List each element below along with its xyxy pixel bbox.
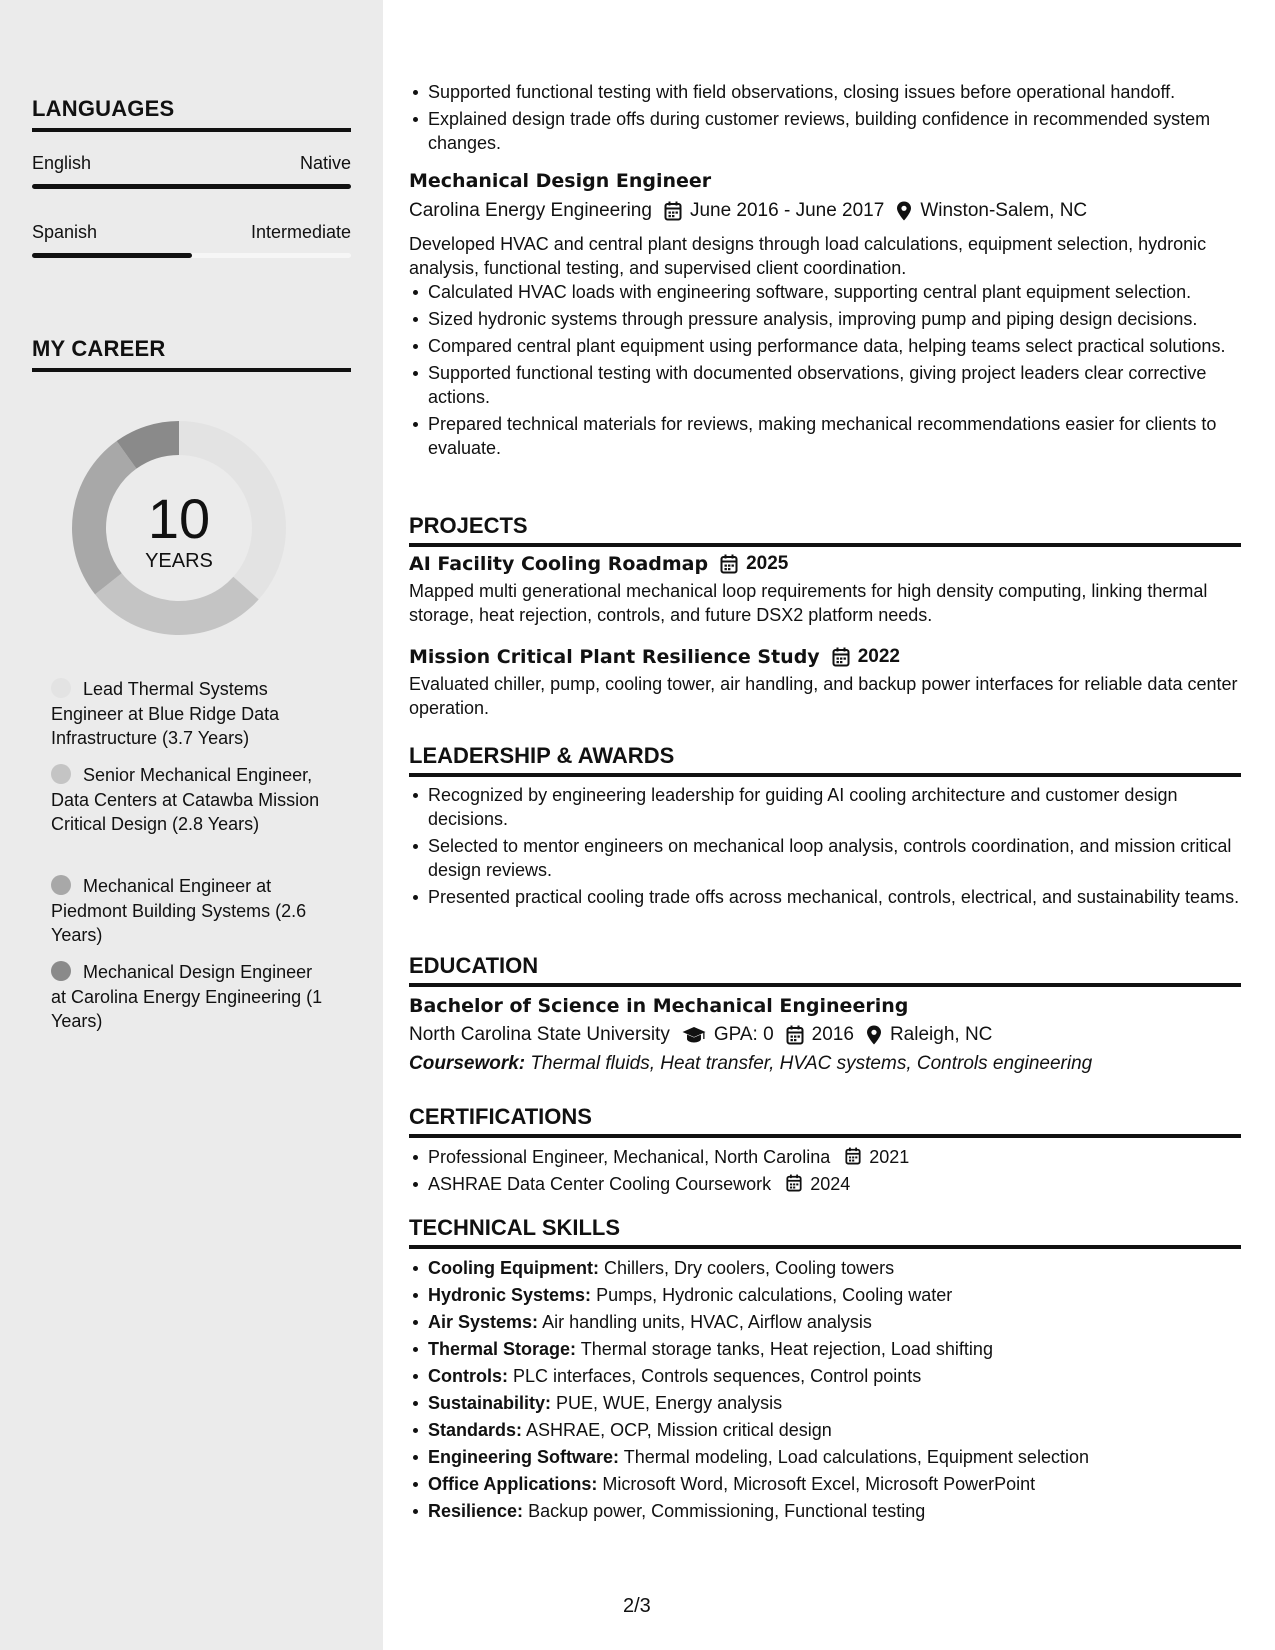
skill-label: Hydronic Systems: — [428, 1285, 592, 1305]
skill-label: Thermal Storage: — [428, 1339, 577, 1359]
degree: Bachelor of Science in Mechanical Engineering — [409, 995, 909, 1017]
bullet-item: Sized hydronic systems through pressure analysis, improving pump and piping design decisions. — [409, 307, 1241, 331]
project-header — [409, 553, 1241, 575]
career-legend-item — [51, 677, 331, 751]
education-heading: EDUCATION — [409, 953, 1241, 987]
job-bullets — [409, 280, 1241, 460]
career-donut-segment — [95, 573, 259, 635]
career-total-unit: YEARS — [145, 550, 213, 572]
calendar-icon — [786, 1174, 802, 1192]
career-legend-item — [51, 960, 331, 1034]
bullet-item: Prepared technical materials for reviews, making mechanical recommendations easier for clients to evaluate. — [409, 412, 1241, 460]
bullet-item: Supported functional testing with field observations, closing issues before operational handoff. — [409, 80, 1241, 104]
career-legend-label: Senior Mechanical Engineer, Data Centers at Catawba Mission Critical Design (2.8 Years) — [51, 765, 320, 834]
legend-dot — [51, 875, 71, 895]
skill-value: Pumps, Hydronic calculations, Cooling water — [596, 1285, 953, 1305]
career-total-number: 10 — [147, 487, 211, 550]
skill-item — [409, 1418, 1241, 1442]
project-year: 2025 — [746, 553, 789, 574]
language-row-english — [32, 153, 351, 174]
bullet-item: Presented practical cooling trade offs across mechanical, controls, electrical, and sustainability teams. — [409, 885, 1241, 909]
skill-label: Controls: — [428, 1366, 508, 1386]
skill-value: Microsoft Word, Microsoft Excel, Microsoft PowerPoint — [602, 1474, 1036, 1494]
certification-item — [409, 1172, 1241, 1196]
skill-label: Cooling Equipment: — [428, 1258, 599, 1278]
bullet-item: Recognized by engineering leadership for guiding AI cooling architecture and customer design decisions. — [409, 783, 1241, 831]
skills-list — [409, 1256, 1241, 1523]
skill-item — [409, 1445, 1241, 1469]
legend-dot — [51, 678, 71, 698]
skill-item — [409, 1391, 1241, 1415]
skill-item — [409, 1337, 1241, 1361]
main-content — [383, 0, 1275, 1650]
job-title: Mechanical Design Engineer — [409, 170, 712, 192]
job-company: Carolina Energy Engineering — [409, 200, 652, 221]
project-header — [409, 646, 1241, 668]
career-donut-segment — [72, 441, 136, 594]
legend-dot — [51, 961, 71, 981]
bullet-item: Compared central plant equipment using performance data, helping teams select practical solutions. — [409, 334, 1241, 358]
language-level: Native — [299, 153, 351, 173]
leadership-bullets — [409, 783, 1241, 909]
calendar-icon — [786, 1025, 804, 1045]
skill-value: Backup power, Commissioning, Functional testing — [528, 1501, 926, 1521]
language-level: Intermediate — [250, 222, 351, 242]
certifications-heading: CERTIFICATIONS — [409, 1104, 1241, 1138]
project-title: AI Facility Cooling Roadmap — [409, 553, 709, 575]
skill-label: Sustainability: — [428, 1393, 552, 1413]
career-legend-label: Lead Thermal Systems Engineer at Blue Ridge Data Infrastructure (3.7 Years) — [51, 679, 280, 748]
skill-item — [409, 1472, 1241, 1496]
language-name: Spanish — [32, 222, 98, 242]
coursework-label: Coursework: — [409, 1053, 526, 1074]
job-dates: June 2016 - June 2017 — [689, 200, 885, 221]
skill-value: Chillers, Dry coolers, Cooling towers — [604, 1258, 895, 1278]
skill-value: PLC interfaces, Controls sequences, Control points — [513, 1366, 922, 1386]
certification-year: 2024 — [810, 1174, 851, 1194]
projects-heading: PROJECTS — [409, 513, 1241, 547]
job-meta — [409, 200, 1241, 222]
skill-value: Thermal modeling, Load calculations, Equipment selection — [623, 1447, 1089, 1467]
page-number: 2/3 — [623, 1595, 651, 1617]
location-pin-icon — [896, 201, 912, 221]
location-pin-icon — [866, 1025, 882, 1045]
skill-value: Air handling units, HVAC, Airflow analysis — [542, 1312, 872, 1332]
career-legend-item — [51, 874, 331, 948]
skill-item — [409, 1256, 1241, 1280]
project-year: 2022 — [857, 646, 900, 667]
skill-item — [409, 1283, 1241, 1307]
skill-value: Thermal storage tanks, Heat rejection, Load shifting — [580, 1339, 993, 1359]
skill-label: Office Applications: — [428, 1474, 598, 1494]
project-title: Mission Critical Plant Resilience Study — [409, 646, 820, 668]
bullet-item: Supported functional testing with documented observations, giving project leaders clear corrective actions. — [409, 361, 1241, 409]
skill-label: Resilience: — [428, 1501, 524, 1521]
languages-heading: LANGUAGES — [32, 96, 351, 132]
education-location: Raleigh, NC — [889, 1024, 993, 1045]
experience-continued-bullets — [409, 80, 1241, 155]
certification-item — [409, 1145, 1241, 1169]
certifications-list — [409, 1145, 1241, 1196]
language-name: English — [32, 153, 92, 173]
career-legend-label: Mechanical Design Engineer at Carolina Energy Engineering (1 Years) — [51, 962, 323, 1031]
coursework — [409, 1053, 1241, 1075]
language-row-spanish — [32, 222, 351, 243]
project-entry — [409, 553, 1241, 627]
skill-label: Air Systems: — [428, 1312, 539, 1332]
bullet-item: Selected to mentor engineers on mechanical loop analysis, controls coordination, and mission critical design reviews. — [409, 834, 1241, 882]
skill-value: ASHRAE, OCP, Mission critical design — [526, 1420, 832, 1440]
calendar-icon — [832, 647, 850, 667]
sidebar — [0, 0, 383, 1650]
skill-item — [409, 1499, 1241, 1523]
skill-item — [409, 1310, 1241, 1334]
project-description: Evaluated chiller, pump, cooling tower, air handling, and backup power interfaces for reliable data center operation. — [409, 674, 1238, 718]
skills-heading: TECHNICAL SKILLS — [409, 1215, 1241, 1249]
skill-item — [409, 1364, 1241, 1388]
career-heading: MY CAREER — [32, 336, 351, 372]
language-bar-spanish — [32, 253, 351, 258]
language-bar-fill — [32, 253, 192, 258]
skill-label: Engineering Software: — [428, 1447, 620, 1467]
job-location: Winston-Salem, NC — [920, 200, 1088, 221]
calendar-icon — [720, 554, 738, 574]
graduation-cap-icon — [682, 1026, 706, 1044]
certification-name: ASHRAE Data Center Cooling Coursework — [428, 1174, 772, 1194]
career-legend-label: Mechanical Engineer at Piedmont Building Systems (2.6 Years) — [51, 876, 307, 945]
coursework-list: Thermal fluids, Heat transfer, HVAC systems, Controls engineering — [530, 1053, 1093, 1074]
legend-dot — [51, 764, 71, 784]
calendar-icon — [845, 1147, 861, 1165]
certification-year: 2021 — [869, 1147, 910, 1167]
certification-name: Professional Engineer, Mechanical, North Carolina — [428, 1147, 831, 1167]
job-summary: Developed HVAC and central plant designs through load calculations, equipment selection, hydronic analysis, functional testing, and supervised client coordination. — [409, 234, 1207, 278]
career-legend-item — [51, 763, 331, 837]
education-meta — [409, 1024, 1241, 1046]
bullet-item: Explained design trade offs during customer reviews, building confidence in recommended system changes. — [409, 107, 1241, 155]
graduation-year: 2016 — [811, 1024, 854, 1045]
education-entry — [409, 995, 1241, 1075]
school: North Carolina State University — [409, 1024, 670, 1045]
project-description: Mapped multi generational mechanical loop requirements for high density computing, linking thermal storage, heat rejection, controls, and future DSX2 platform needs. — [409, 581, 1208, 625]
leadership-heading: LEADERSHIP & AWARDS — [409, 743, 1241, 777]
language-bar-english — [32, 184, 351, 189]
career-donut-chart — [66, 415, 292, 641]
bullet-item: Calculated HVAC loads with engineering software, supporting central plant equipment selection. — [409, 280, 1241, 304]
gpa: GPA: 0 — [713, 1024, 774, 1045]
calendar-icon — [664, 201, 682, 221]
project-entry — [409, 646, 1241, 720]
language-bar-fill — [32, 184, 351, 189]
skill-label: Standards: — [428, 1420, 523, 1440]
skill-value: PUE, WUE, Energy analysis — [556, 1393, 783, 1413]
job-entry — [409, 170, 1241, 460]
